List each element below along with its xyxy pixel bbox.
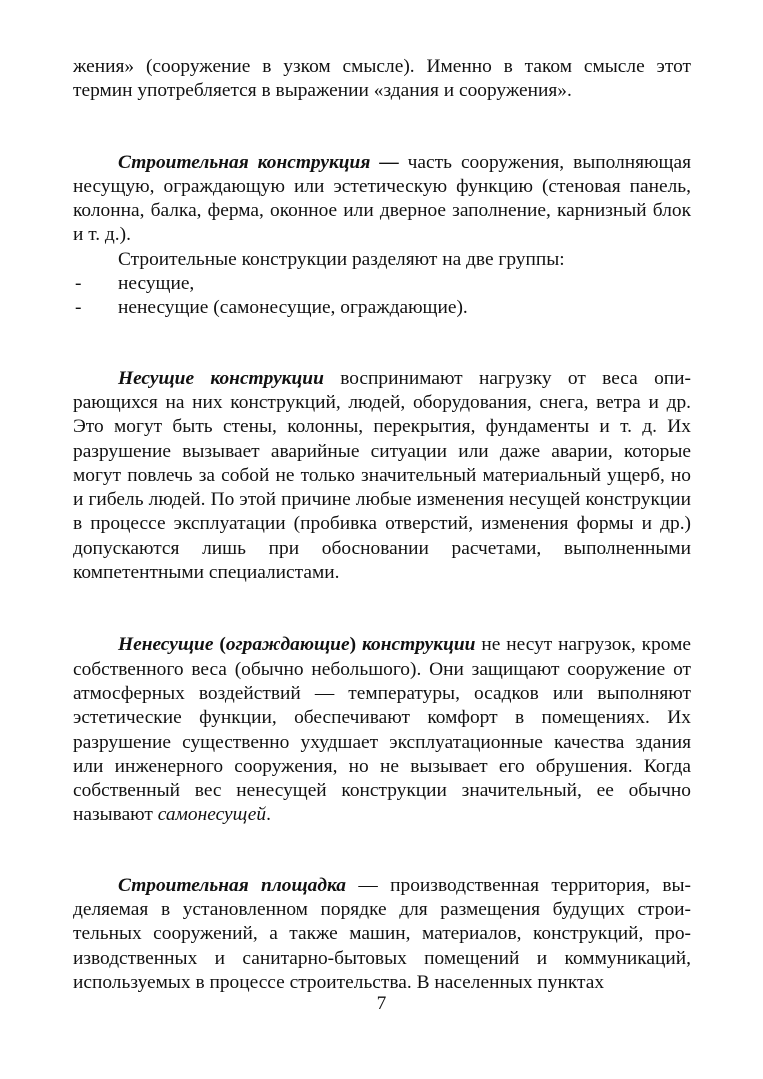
self-bearing-term: самонесущей (157, 804, 267, 826)
construction-site-term: Строительная площадка (118, 874, 346, 896)
page-number: 7 (376, 993, 387, 1014)
non-load-bearing-definition: Ненесущие (ограждающие) конструкции не несут нагрузок, кроме собственного веса (обычно небольшого). Они защищают сооружение от атмосферных воздействий — температуры, осадков или выполняют эстетические функции, обеспечивают комфорт в помещениях. Их разрушение существенно ухудшает эксплуатационные качества здания или инженерного сооружения, но не вызывает его обрушения. Когда собственный вес ненесущей конструкции значительный, ее обычно называют самонесущей. (73, 634, 691, 826)
groups-intro: Строительные конструкции разделяют на две группы: (118, 248, 565, 270)
list-item: - ненесущие (самонесущие, ограждающие). (75, 297, 468, 319)
non-load-bearing-term: Ненесущие (118, 634, 214, 656)
list-item: - несущие, (75, 273, 195, 295)
construction-site-definition: Строительная площадка — производственная территория, выделяемая в установленном порядке для размещения будущих строительных сооружений, а также машин, материалов, конструкций, производственных и санитарно-бытовых помещений и коммуникаций, используемых в процессе строительства. В населенных пунктах (73, 874, 691, 993)
construction-term: Строительная конструкция (118, 151, 371, 173)
load-bearing-definition: Несущие конструкции воспринимают нагрузку от веса опирающихся на них конструкций, людей, оборудования, снега, ветра и др. Это могут быть стены, колонны, перекрытия, фундаменты и т. д. Их разрушение вызывает аварийные ситуации или даже аварии, которые могут повлечь за собой не только значительный материальный ущерб, но и гибель людей. По этой причине любые изменения несущей конструкции в процессе эксплуатации (пробивка отверстий, изменения формы и др.) допускаются лишь при обосновании расчетами, выполненными компетентными специалистами. (73, 367, 691, 584)
construction-definition: Строительная конструкция — часть сооружения, выполняющая несущую, ограждающую или эстетическую функцию (стеновая панель, колонна, балка, ферма, оконное или дверное заполнение, карнизный блок и т. д.). (73, 151, 691, 246)
load-bearing-term: Несущие конструкции (118, 367, 324, 389)
intro-paragraph: жения» (сооружение в узком смысле). Именно в таком смысле этот термин употребляется в выражении «здания и сооружения». (73, 56, 691, 102)
page-body (73, 55, 691, 995)
